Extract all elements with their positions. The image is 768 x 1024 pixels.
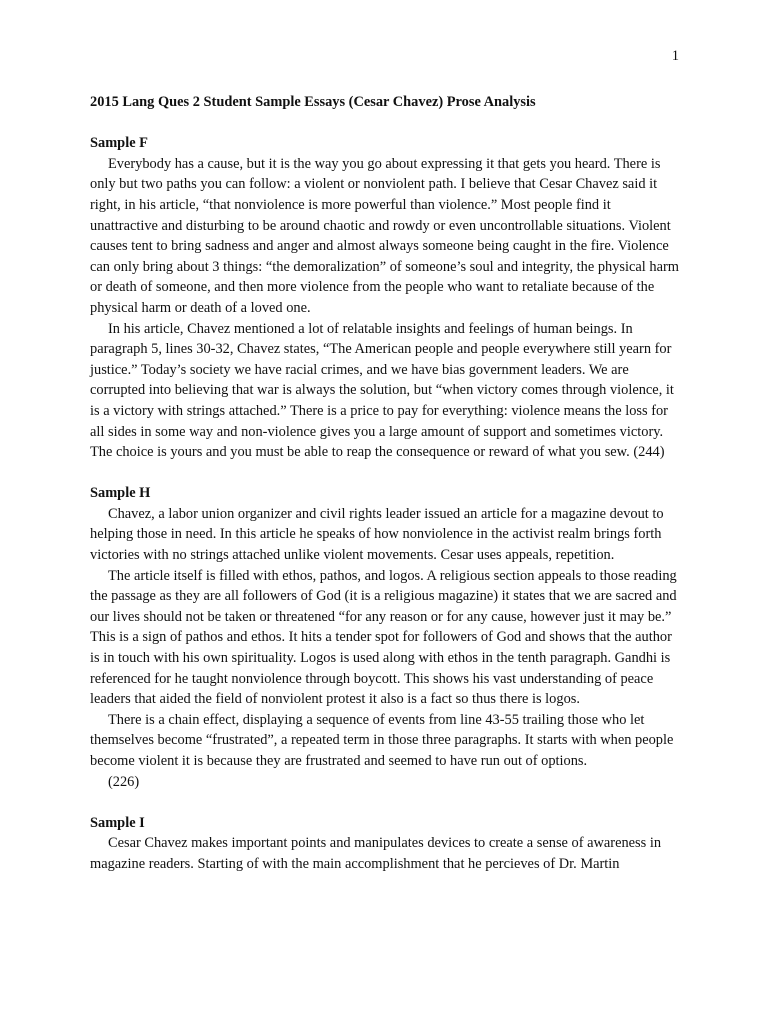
sample-h-paragraph-2: The article itself is filled with ethos, pathos, and logos. A religious section appeals to those reading the passage as they are all followers of God (it is a religious magazine) it states that we are sacred and our lives should not be taken or threatened “for any reason or for any cause, however just it may be.” This is a sign of pathos and ethos. It hits a tender spot for followers of God and shows that the author is in touch with his own spirituality. Logos is used along with ethos in the tenth paragraph. Gandhi is referenced for he taught nonviolence through boycott. This shows his vast understanding of peace leaders that aided the field of nonviolent protest it also is a fact so thus there is logos.	[90, 567, 677, 708]
sample-f-section	[90, 133, 681, 463]
sample-f-paragraph-2: In his article, Chavez mentioned a lot of relatable insights and feelings of human beings. In paragraph 5, lines 30-32, Chavez states, “The American people and people everywhere still yearn for justice.” Today’s society we have racial crimes, and we have bias government leaders. We are corrupted into believing that war is always the solution, but “when victory comes through violence, it is a victory with strings attached.” There is a price to pay for everything: violence means the loss for all sides in some way and non-violence gives you a large amount of support and sometimes victory. The choice is yours and you must be able to reap the consequence or reward of what you sew. (244)	[90, 320, 674, 461]
document-title: 2015 Lang Ques 2 Student Sample Essays (Cesar Chavez) Prose Analysis	[90, 94, 536, 110]
sample-f-paragraph-1: Everybody has a cause, but it is the way you go about expressing it that gets you heard. There is only but two paths you can follow: a violent or nonviolent path. I believe that Cesar Chavez said it right, in his article, “that nonviolence is more powerful than violence.” Most people find it unattractive and disturbing to be around chaotic and rowdy or even uncontrollable situations. Violent causes tent to bring sadness and anger and almost always someone being caught in the fire. Violence can only bring about 3 things: “the demoralization” of someone’s soul and integrity, the physical harm or death of someone, and then more violence from the people who want to retaliate because of the physical harm or death of a loved one.	[90, 155, 679, 316]
sample-i-paragraph-1: Cesar Chavez makes important points and manipulates devices to create a sense of awareness in magazine readers. Starting of with the main accomplishment that he percieves of Dr. Martin	[90, 835, 662, 872]
document-body	[90, 92, 681, 875]
sample-h-paragraph-3: There is a chain effect, displaying a sequence of events from line 43-55 trailing those who let themselves become “frustrated”, a repeated term in those three paragraphs. It starts with when people become violent it is because they are frustrated and seemed to have run out of options.	[90, 711, 674, 769]
sample-f-heading: Sample F	[90, 135, 148, 152]
sample-h-word-count: (226)	[108, 773, 140, 790]
sample-i-section	[90, 813, 681, 875]
sample-h-paragraph-1: Chavez, a labor union organizer and civil rights leader issued an article for a magazine devout to helping those in need. In this article he speaks of how nonviolence in the activist realm brings forth victories with no strings attached unlike violent movements. Cesar uses appeals, repetition.	[90, 505, 664, 564]
sample-h-heading: Sample H	[90, 485, 151, 502]
page-number: 1	[671, 48, 679, 64]
sample-i-heading: Sample I	[90, 814, 145, 831]
sample-h-section	[90, 483, 681, 792]
